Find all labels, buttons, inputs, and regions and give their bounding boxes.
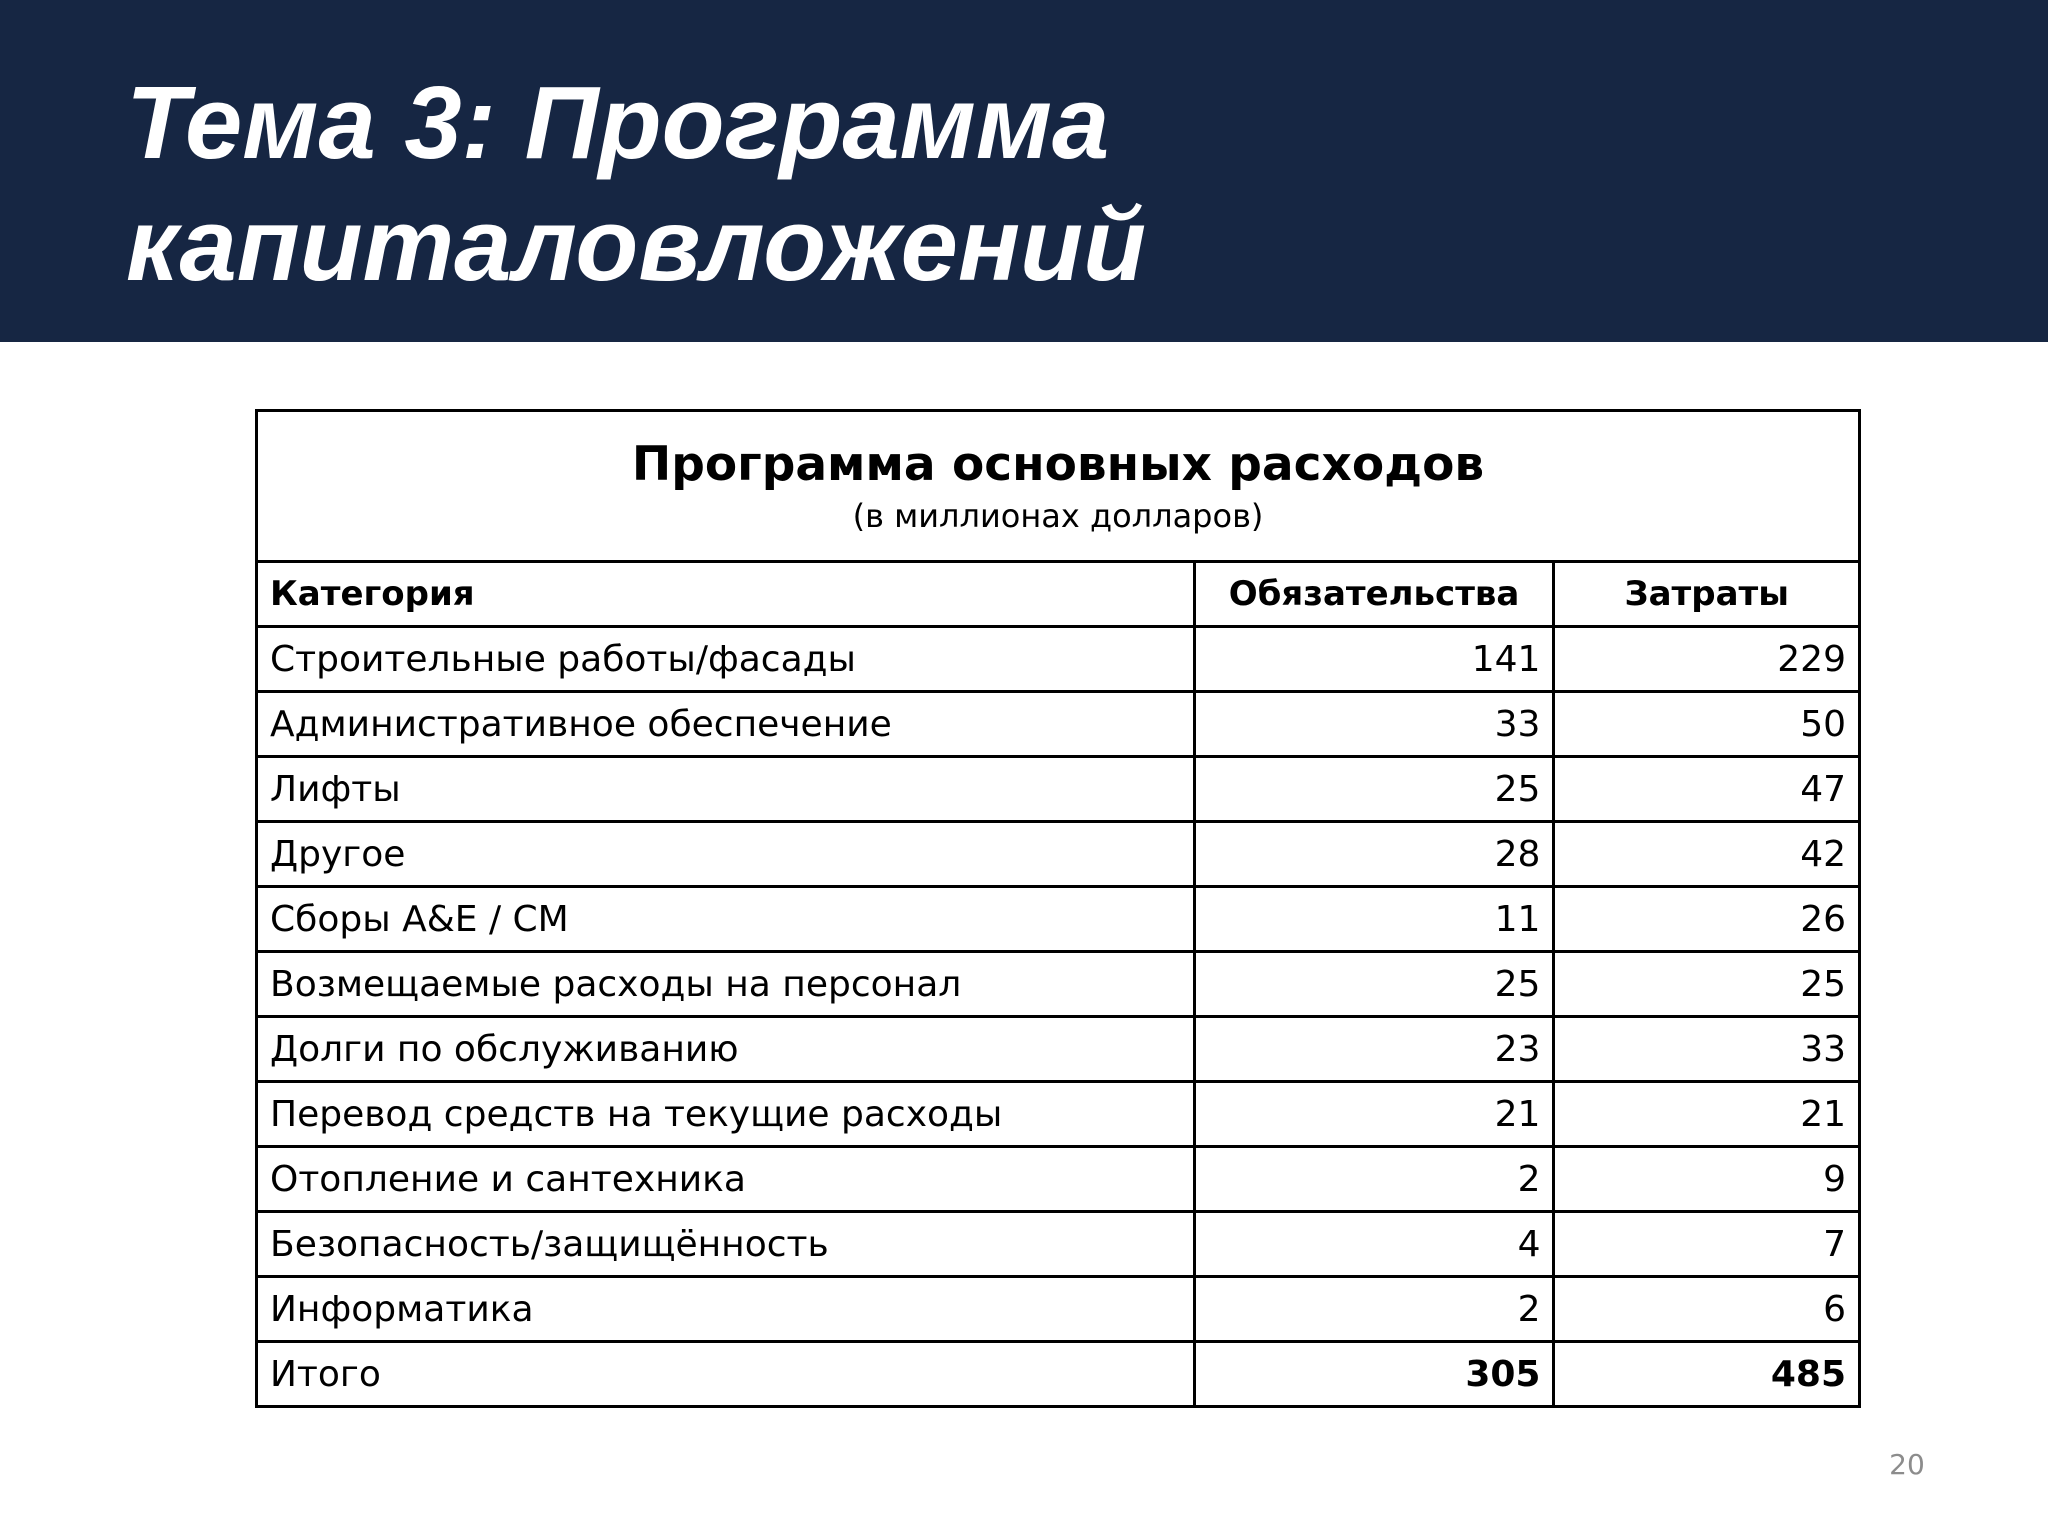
row-category: Возмещаемые расходы на персонал [257,952,1195,1017]
row-commitments: 33 [1194,692,1554,757]
table-row [257,887,1860,952]
row-expenditures: 33 [1554,1017,1860,1082]
table-row [257,627,1860,692]
table-row [257,1147,1860,1212]
row-commitments: 2 [1194,1277,1554,1342]
column-header-category: Категория [257,562,1195,627]
table-header-row [257,562,1860,627]
slide-title-line-1: Тема 3: Программа [126,65,1110,180]
row-expenditures: 50 [1554,692,1860,757]
row-category: Информатика [257,1277,1195,1342]
row-expenditures: 6 [1554,1277,1860,1342]
table-caption-row [257,411,1860,562]
table-row [257,952,1860,1017]
table-total-row [257,1342,1860,1407]
row-category: Безопасность/защищённость [257,1212,1195,1277]
table-row [257,757,1860,822]
table-row [257,1212,1860,1277]
row-expenditures: 25 [1554,952,1860,1017]
column-header-expenditures: Затраты [1554,562,1860,627]
row-category: Другое [257,822,1195,887]
table-caption [257,411,1860,562]
table-row [257,692,1860,757]
row-expenditures: 47 [1554,757,1860,822]
row-commitments: 11 [1194,887,1554,952]
total-commitments: 305 [1194,1342,1554,1407]
column-header-commitments: Обязательства [1194,562,1554,627]
row-expenditures: 42 [1554,822,1860,887]
row-commitments: 2 [1194,1147,1554,1212]
total-expenditures: 485 [1554,1342,1860,1407]
row-category: Отопление и сантехника [257,1147,1195,1212]
table-row [257,1017,1860,1082]
row-category: Перевод средств на текущие расходы [257,1082,1195,1147]
row-commitments: 21 [1194,1082,1554,1147]
row-expenditures: 229 [1554,627,1860,692]
table-row [257,1082,1860,1147]
row-expenditures: 26 [1554,887,1860,952]
row-commitments: 25 [1194,757,1554,822]
row-expenditures: 9 [1554,1147,1860,1212]
page-number: 20 [1889,1448,1925,1481]
row-commitments: 28 [1194,822,1554,887]
row-category: Лифты [257,757,1195,822]
row-category: Сборы A&E / CM [257,887,1195,952]
slide-title [126,62,1146,306]
table-title: Программа основных расходов [631,437,1485,492]
row-category: Долги по обслуживанию [257,1017,1195,1082]
row-commitments: 23 [1194,1017,1554,1082]
row-category: Административное обеспечение [257,692,1195,757]
row-commitments: 4 [1194,1212,1554,1277]
row-expenditures: 7 [1554,1212,1860,1277]
row-commitments: 141 [1194,627,1554,692]
table-subtitle: (в миллионах долларов) [852,497,1264,535]
table-row [257,822,1860,887]
budget-table [255,409,1861,1408]
row-commitments: 25 [1194,952,1554,1017]
total-label: Итого [257,1342,1195,1407]
slide-title-line-2: капиталовложений [126,187,1146,302]
row-expenditures: 21 [1554,1082,1860,1147]
row-category: Строительные работы/фасады [257,627,1195,692]
table-row [257,1277,1860,1342]
